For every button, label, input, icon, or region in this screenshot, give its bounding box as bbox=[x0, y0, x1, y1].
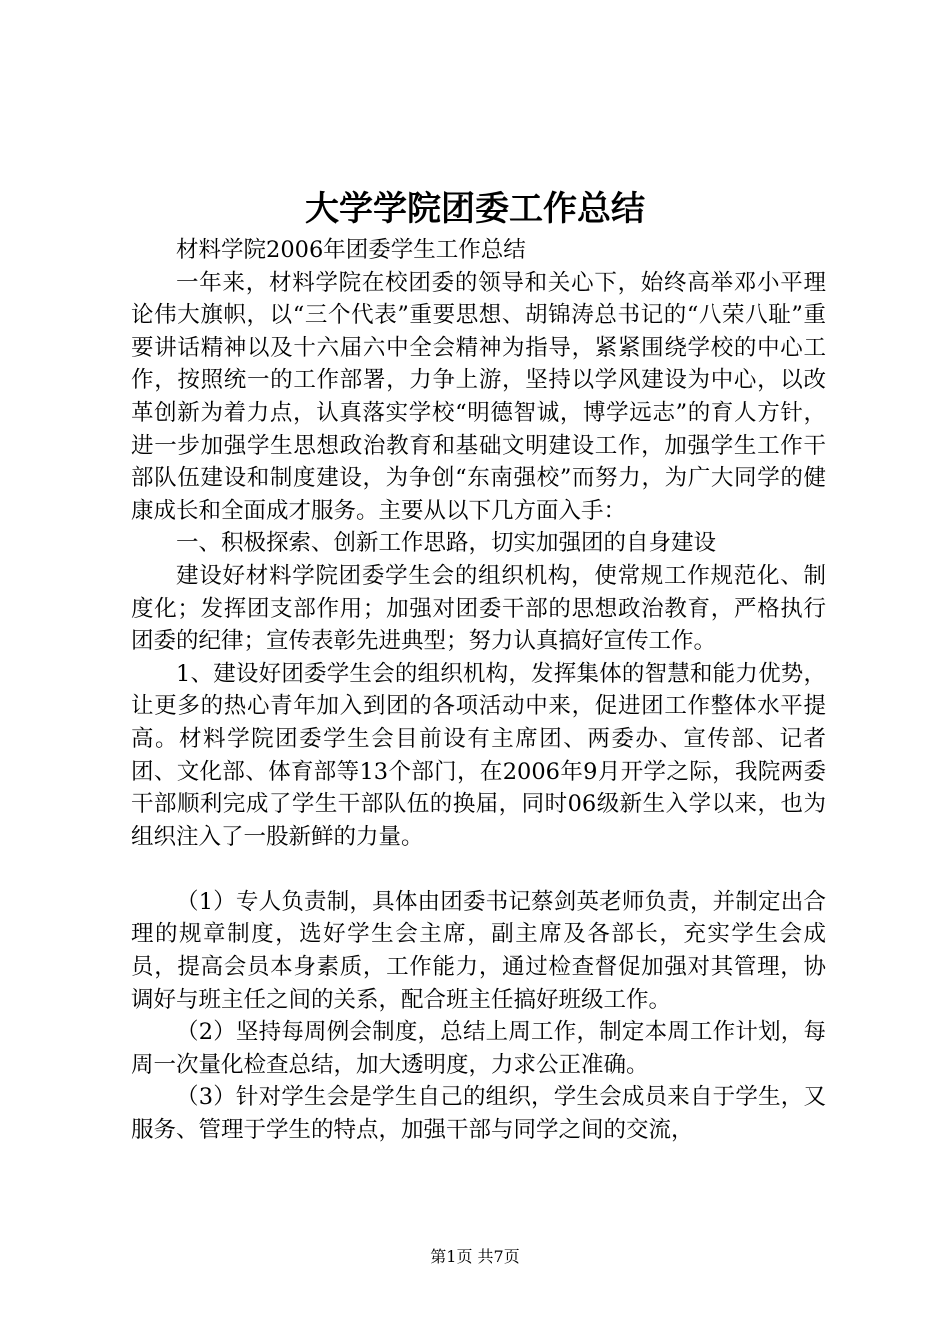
paragraph-subitem-2: （2）坚持每周例会制度，总结上周工作，制定本周工作计划，每周一次量化检查总结，加大透明度，力求公正准确。 bbox=[131, 1019, 826, 1078]
document-title: 大学学院团委工作总结 bbox=[305, 189, 645, 229]
paragraph-subitem-1: （1）专人负责制，具体由团委书记蔡剑英老师负责，并制定出合理的规章制度，选好学生会主席，副主席及各部长，充实学生会成员，提高会员本身素质，工作能力，通过检查督促加强对其管理，协调好与班主任之间的关系，配合班主任搞好班级工作。 bbox=[131, 888, 826, 1013]
paragraph-section-1: 建设好材料学院团委学生会的组织机构，使常规工作规范化、制度化；发挥团支部作用；加强对团委干部的思想政治教育，严格执行团委的纪律；宣传表彰先进典型；努力认真搞好宣传工作。 bbox=[131, 562, 826, 655]
paragraph-subtitle: 材料学院2006年团委学生工作总结 bbox=[176, 237, 526, 263]
paragraph-item-1: 1、建设好团委学生会的组织机构，发挥集体的智慧和能力优势，让更多的热心青年加入到团的各项活动中来，促进团工作整体水平提高。材料学院团委学生会目前设有主席团、两委办、宣传部、记者团、文化部、体育部等13个部门，在2006年9月开学之际，我院两委干部顺利完成了学生干部队伍的换届，同时06级新生入学以来，也为组织注入了一股新鲜的力量。 bbox=[131, 660, 826, 850]
paragraph-subitem-3: （3）针对学生会是学生自己的组织，学生会成员来自于学生，又服务、管理于学生的特点，加强干部与同学之间的交流， bbox=[131, 1084, 826, 1144]
page-footer: 第1页 共7页 bbox=[430, 1247, 520, 1266]
paragraph-intro: 一年来，材料学院在校团委的领导和关心下，始终高举邓小平理论伟大旗帜，以“三个代表”重要思想、胡锦涛总书记的“八荣八耻”重要讲话精神以及十六届六中全会精神为指导，紧紧围绕学校的中心工作，按照统一的工作部署，力争上游，坚持以学风建设为中心，以改革创新为着力点，认真落实学校“明德智诚，博学远志”的育人方针，进一步加强学生思想政治教育和基础文明建设工作，加强学生工作干部队伍建设和制度建设，为争创“东南强校”而努力，为广大同学的健康成长和全面成才服务。主要从以下几方面入手： bbox=[131, 269, 826, 524]
document-body bbox=[131, 234, 826, 1147]
section-heading-1: 一、积极探索、创新工作思路，切实加强团的自身建设 bbox=[176, 530, 717, 557]
